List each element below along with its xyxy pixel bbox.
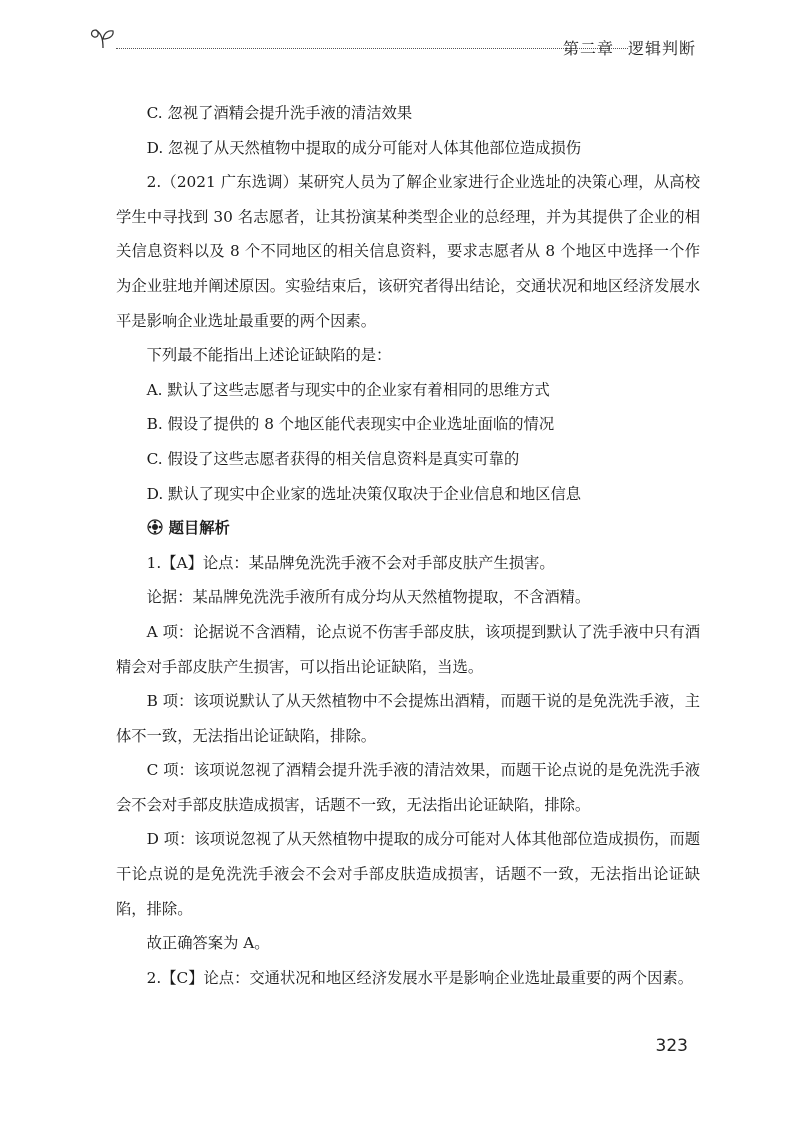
chapter-label: 第二章	[562, 39, 614, 58]
flower-badge-icon	[147, 519, 163, 535]
option-d-q2: D. 默认了现实中企业家的选址决策仅取决于企业信息和地区信息	[146, 484, 582, 503]
analysis-paragraph: 论据：某品牌免洗洗手液所有成分均从天然植物提取，不含酒精。	[146, 588, 591, 607]
analysis-heading-text: 题目解析	[168, 519, 230, 538]
page-number: 323	[655, 1036, 688, 1056]
answer-line: 故正确答案为 A。	[146, 934, 270, 953]
analysis-paragraph: D 项：该项说忽视了从天然植物中提取的成分可能对人体其他部位造成损伤，而题干论点说的是免洗洗手液会不会对手部皮肤造成损害，话题不一致，无法指出论证缺陷，排除。	[116, 830, 700, 918]
page-body	[116, 96, 700, 995]
analysis-paragraph: B 项：该项说默认了从天然植物中不会提炼出酒精，而题干说的是免洗洗手液，主体不一致，无法指出论证缺陷，排除。	[116, 692, 700, 745]
header-chapter-title	[549, 36, 696, 59]
page-header	[88, 22, 708, 62]
analysis-heading	[116, 511, 700, 546]
analysis-paragraph: 2.【C】论点：交通状况和地区经济发展水平是影响企业选址最重要的两个因素。	[146, 968, 693, 987]
option-b-q2: B. 假设了提供的 8 个地区能代表现实中企业选址面临的情况	[146, 415, 555, 434]
analysis-paragraph: A 项：论据说不含酒精，论点说不伤害手部皮肤，该项提到默认了洗手液中只有酒精会对手部皮肤产生损害，可以指出论证缺陷，当选。	[116, 622, 700, 676]
analysis-paragraph: 1.【A】论点：某品牌免洗洗手液不会对手部皮肤产生损害。	[146, 553, 555, 572]
option-c-q2: C. 假设了这些志愿者获得的相关信息资料是真实可靠的	[146, 449, 520, 468]
option-c-q1: C. 忽视了酒精会提升洗手液的清洁效果	[146, 104, 413, 122]
option-d-q1: D. 忽视了从天然植物中提取的成分可能对人体其他部位造成损伤	[146, 138, 582, 157]
question-2-stem: 2.（2021 广东选调）某研究人员为了解企业家进行企业选址的决策心理，从高校学生中寻找到 30 名志愿者，让其扮演某种类型企业的总经理，并为其提供了企业的相关信息资料以及 8 个不同地区的相关信息资料，要求志愿者从 8 个地区中选择一个作为企业驻地并阐述原因。实验结束后，该研究者得出结论，交通状况和地区经济发展水平是影响企业选址最重要的两个因素。	[116, 173, 700, 330]
section-title: 逻辑判断	[627, 39, 696, 58]
option-a-q2: A. 默认了这些志愿者与现实中的企业家有着相同的思维方式	[146, 380, 550, 399]
sprout-icon	[88, 22, 118, 52]
analysis-paragraph: C 项：该项说忽视了酒精会提升洗手液的清洁效果，而题干论点说的是免洗洗手液会不会对手部皮肤造成损害，话题不一致，无法指出论证缺陷，排除。	[116, 761, 700, 814]
question-2-prompt: 下列最不能指出上述论证缺陷的是：	[146, 346, 392, 365]
